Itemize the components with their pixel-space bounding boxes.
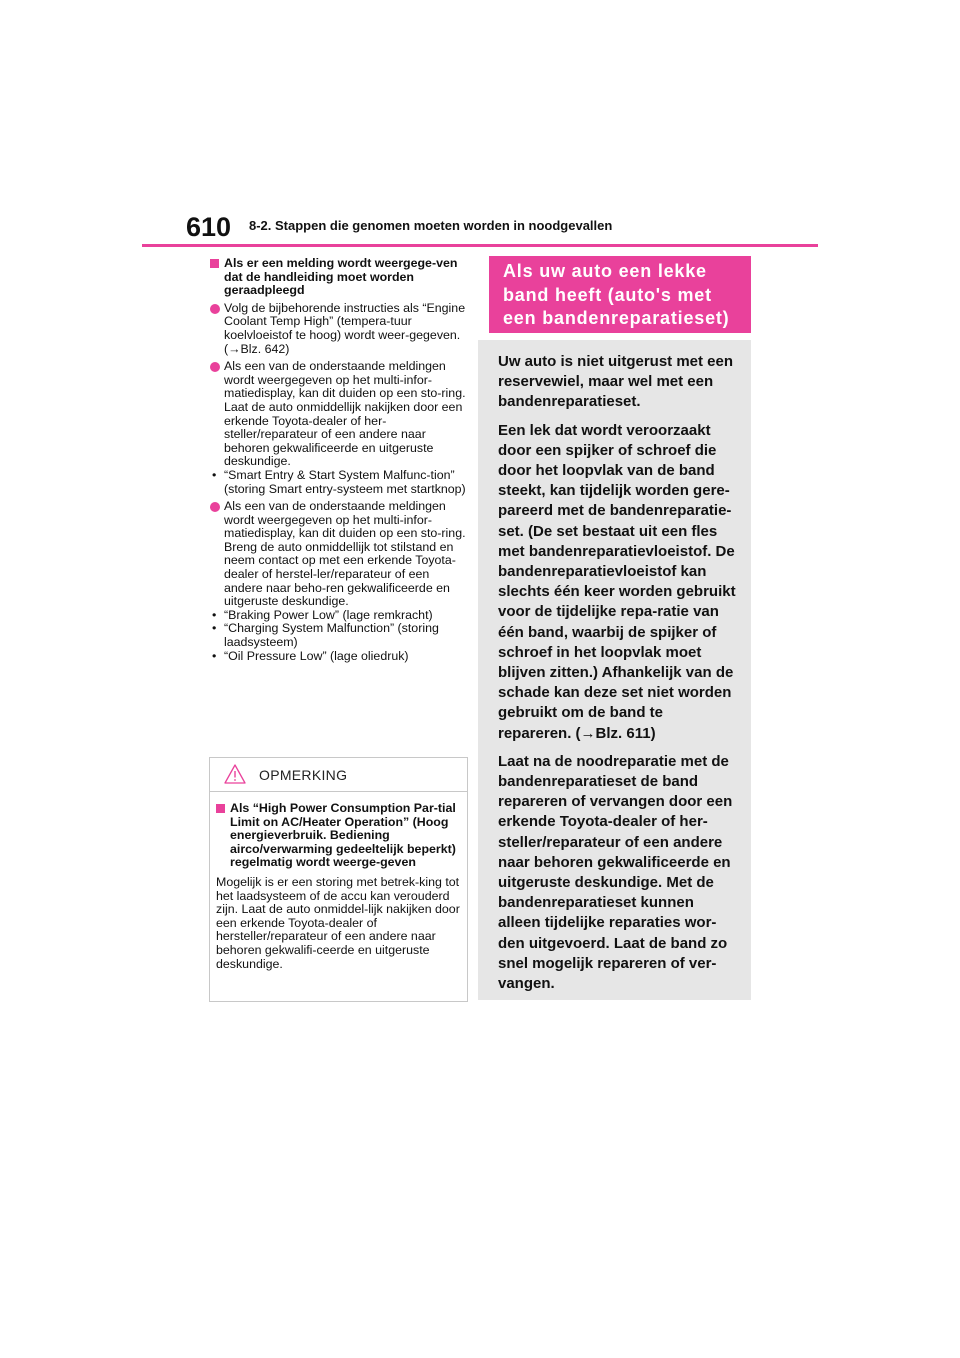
note-heading-text: Als “High Power Consumption Par-tial Limit on AC/Heater Operation” (Hoog energieverbruik. Bediening airco/verwarming gedeeltelijk beperkt) regelmatig wordt weerge-geven	[230, 801, 456, 870]
panel-paragraph-text: Een lek dat wordt veroorzaakt door een spijker of schroef die door het loopvlak van de band steekt, kan tijdelijk worden gere-pareerd met de bandenreparatie-set. (De set bestaat uit een fles met bandenreparatievloeistof. De bandenreparatievloeistof kan slechts één keer worden gebruikt voor de tijdelijke repa-ratie van één band, waarbij de spijker of schroef in het loopvlak moet blijven zitten.) Afhankelijk van de schade kan deze set niet worden gebruikt om de band te repareren. (	[498, 421, 736, 742]
chapter-title: 8-2. Stappen die genomen moeten worden in noodgevallen	[249, 218, 613, 233]
note-label: OPMERKING	[259, 767, 348, 783]
arrow-icon: →	[580, 724, 596, 742]
bullet-item	[210, 302, 468, 356]
dot-bullet-icon	[210, 304, 220, 314]
sub-item-text: “Smart Entry & Start System Malfunc-tion” (storing Smart entry-systeem met startknop)	[224, 467, 466, 496]
bullet-item	[210, 360, 468, 469]
sub-bullet-marker: •	[212, 467, 217, 482]
bullet-item	[210, 500, 468, 609]
square-bullet-icon	[216, 804, 225, 813]
left-column	[210, 257, 468, 663]
section-banner	[489, 256, 751, 333]
banner-line: een bandenreparatieset)	[503, 308, 730, 328]
section-heading-text: Als er een melding wordt weergege-ven dat de handleiding moet worden geraadpleegd	[224, 256, 458, 298]
banner-line: band heeft (auto's met	[503, 284, 712, 305]
note-box	[209, 757, 468, 1002]
dot-bullet-icon	[210, 362, 220, 372]
page-reference[interactable]: Blz. 611)	[595, 724, 656, 742]
sub-list-item	[210, 469, 468, 496]
section-heading	[210, 257, 468, 298]
sub-bullet-marker: •	[212, 648, 217, 663]
banner-line: Als uw auto een lekke	[503, 261, 707, 281]
dot-bullet-icon	[210, 502, 220, 512]
note-body	[210, 792, 467, 971]
bullet-text: Als een van de onderstaande meldingen wordt weergegeven op het multi-infor-matiedisplay, kan dit duiden op een sto-ring. Laat de auto onmiddellijk nakijken door een erkende Toyota-dealer of her-steller/reparateur of een andere naar behoren gekwalificeerde en uitgeruste deskundige.	[224, 359, 466, 469]
page-number: 610	[186, 212, 232, 242]
sub-bullet-marker: •	[212, 621, 217, 636]
note-header	[210, 758, 467, 792]
bullet-text: Als een van de onderstaande meldingen wordt weergegeven op het multi-infor-matiedisplay, kan dit duiden op een sto-ring. Breng de auto onmiddellijk tot stilstand en neem contact op met een erkende Toyota-dealer of herstel-ler/reparateur of een andere naar beho-ren gekwalificeerde en uitgeruste deskundige.	[224, 499, 466, 609]
info-panel	[478, 340, 751, 1000]
header-rule	[142, 244, 818, 247]
warning-triangle-icon	[224, 764, 246, 784]
sub-item-text: “Charging System Malfunction” (storing laadsysteem)	[224, 621, 439, 650]
panel-paragraph: Laat na de noodreparatie met de bandenreparatieset de band repareren of vervangen door een erkende Toyota-dealer of her-steller/reparateur of een andere naar behoren gekwalificeerde en uitgeruste deskundige. Met de bandenreparatieset kunnen alleen tijdelijke reparaties wor-den uitgevoerd. Laat de band zo snel mogelijk repareren of ver-vangen.	[498, 752, 733, 993]
sub-list-item	[210, 609, 468, 623]
panel-paragraph	[498, 421, 739, 744]
square-bullet-icon	[210, 259, 219, 268]
bullet-text: Volg de bijbehorende instructies als “Engine Coolant Temp High” (tempera-tuur koelvloeistof te hoog) wordt weer-gegeven. (	[224, 300, 466, 356]
panel-paragraph: Uw auto is niet uitgerust met een reservewiel, maar wel met een bandenreparatieset.	[498, 353, 734, 411]
note-text: Mogelijk is er een storing met betrek-king tot het laadsysteem of de accu kan verouderd zijn. Laat de auto onmiddel-lijk nakijken door een erkende Toyota-dealer of hersteller/reparateur of een andere naar behoren gekwalifi-ceerde en uitgeruste deskundige.	[216, 874, 460, 971]
sub-item-text: “Braking Power Low” (lage remkracht)	[224, 607, 433, 622]
sub-list-item	[210, 650, 468, 664]
sub-list-item	[210, 622, 468, 649]
page-reference[interactable]: Blz. 642)	[240, 341, 290, 356]
sub-bullet-marker: •	[212, 607, 217, 622]
sub-item-text: “Oil Pressure Low” (lage oliedruk)	[224, 648, 409, 663]
arrow-icon: →	[228, 341, 241, 356]
note-section-heading	[216, 802, 461, 870]
